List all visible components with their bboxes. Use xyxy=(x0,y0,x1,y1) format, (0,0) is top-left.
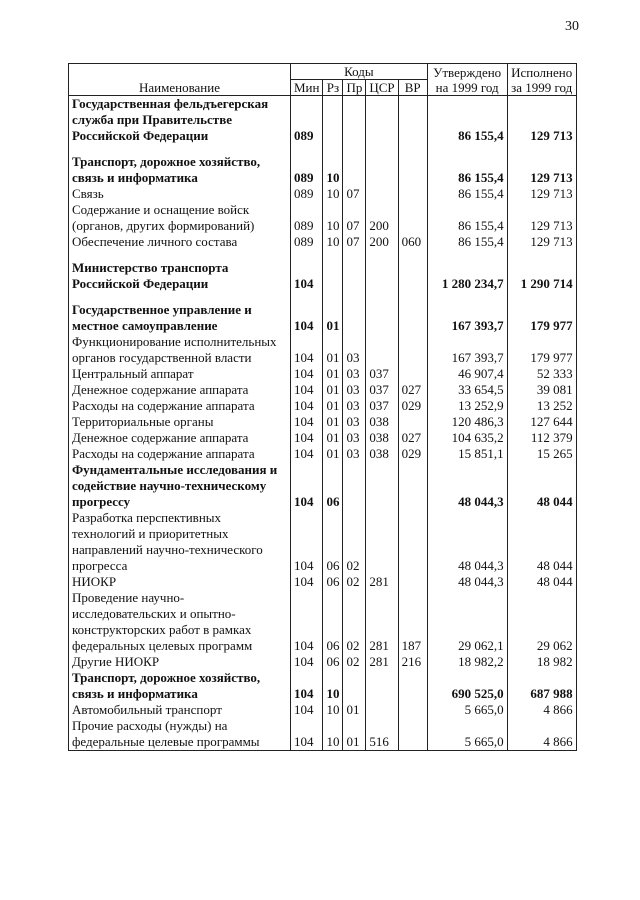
cell-rz: 06 xyxy=(323,510,343,574)
table-row xyxy=(69,234,577,250)
cell-rz: 01 xyxy=(323,430,343,446)
cell-pr: 03 xyxy=(343,414,366,430)
table-row xyxy=(69,654,577,670)
cell-rz: 01 xyxy=(323,334,343,366)
cell-name: Проведение научно-исследовательских и опытно-конструкторских работ в рамках федеральных целевых программ xyxy=(69,590,291,654)
cell-min: 104 xyxy=(291,366,323,382)
cell-min: 104 xyxy=(291,702,323,718)
cell-vr: 060 xyxy=(398,234,427,250)
cell-executed: 48 044 xyxy=(507,462,576,510)
cell-rz: 06 xyxy=(323,462,343,510)
cell-name: Государственное управление и местное самоуправление xyxy=(69,302,291,334)
cell-name: НИОКР xyxy=(69,574,291,590)
cell-min: 104 xyxy=(291,590,323,654)
cell-pr xyxy=(343,96,366,145)
cell-name: Министерство транспорта Российской Федерации xyxy=(69,260,291,292)
cell-vr: 027 xyxy=(398,430,427,446)
spacer-row xyxy=(69,250,577,260)
cell-min: 104 xyxy=(291,654,323,670)
cell-csr: 200 xyxy=(366,234,398,250)
cell-approved: 13 252,9 xyxy=(427,398,507,414)
cell-min: 089 xyxy=(291,234,323,250)
cell-csr: 038 xyxy=(366,430,398,446)
cell-name: Транспорт, дорожное хозяйство, связь и информатика xyxy=(69,154,291,186)
cell-name: Транспорт, дорожное хозяйство, связь и информатика xyxy=(69,670,291,702)
page-number: 30 xyxy=(565,19,579,34)
cell-name: Разработка перспективных технологий и приоритетных направлений научно-технического прогресса xyxy=(69,510,291,574)
table-row xyxy=(69,510,577,574)
cell-pr: 02 xyxy=(343,574,366,590)
cell-csr: 037 xyxy=(366,366,398,382)
cell-vr: 029 xyxy=(398,446,427,462)
cell-csr: 281 xyxy=(366,654,398,670)
cell-pr: 03 xyxy=(343,446,366,462)
cell-rz xyxy=(323,260,343,292)
cell-pr xyxy=(343,154,366,186)
cell-pr: 01 xyxy=(343,718,366,751)
cell-min: 104 xyxy=(291,414,323,430)
cell-name: Прочие расходы (нужды) на федеральные целевые программы xyxy=(69,718,291,751)
cell-executed: 48 044 xyxy=(507,574,576,590)
cell-approved: 86 155,4 xyxy=(427,186,507,202)
cell-csr: 281 xyxy=(366,574,398,590)
table-row xyxy=(69,462,577,510)
cell-name: Денежное содержание аппарата xyxy=(69,382,291,398)
table-body xyxy=(69,96,577,751)
cell-approved: 690 525,0 xyxy=(427,670,507,702)
cell-csr xyxy=(366,260,398,292)
cell-vr xyxy=(398,260,427,292)
cell-rz: 10 xyxy=(323,702,343,718)
cell-pr: 03 xyxy=(343,366,366,382)
cell-min: 089 xyxy=(291,186,323,202)
budget-table xyxy=(68,63,577,751)
table-row xyxy=(69,366,577,382)
cell-executed: 4 866 xyxy=(507,718,576,751)
cell-min: 104 xyxy=(291,398,323,414)
cell-approved: 5 665,0 xyxy=(427,718,507,751)
cell-vr xyxy=(398,574,427,590)
cell-name: Территориальные органы xyxy=(69,414,291,430)
cell-vr xyxy=(398,186,427,202)
cell-min: 104 xyxy=(291,574,323,590)
cell-name: Содержание и оснащение войск (органов, других формирований) xyxy=(69,202,291,234)
cell-executed: 18 982 xyxy=(507,654,576,670)
cell-csr: 037 xyxy=(366,398,398,414)
cell-min: 089 xyxy=(291,96,323,145)
cell-approved: 86 155,4 xyxy=(427,234,507,250)
cell-vr xyxy=(398,718,427,751)
cell-csr: 038 xyxy=(366,446,398,462)
cell-csr: 200 xyxy=(366,202,398,234)
cell-approved: 15 851,1 xyxy=(427,446,507,462)
cell-executed: 52 333 xyxy=(507,366,576,382)
cell-rz: 10 xyxy=(323,234,343,250)
cell-vr xyxy=(398,414,427,430)
cell-executed: 129 713 xyxy=(507,202,576,234)
cell-vr xyxy=(398,462,427,510)
cell-vr: 027 xyxy=(398,382,427,398)
cell-approved: 48 044,3 xyxy=(427,574,507,590)
cell-name: Функционирование исполнительных органов государственной власти xyxy=(69,334,291,366)
table-row xyxy=(69,154,577,186)
cell-executed: 48 044 xyxy=(507,510,576,574)
cell-approved: 48 044,3 xyxy=(427,510,507,574)
cell-rz: 10 xyxy=(323,186,343,202)
cell-executed: 129 713 xyxy=(507,186,576,202)
cell-min: 104 xyxy=(291,334,323,366)
cell-pr: 03 xyxy=(343,430,366,446)
header-name: Наименование xyxy=(69,64,291,96)
header-codes: Коды xyxy=(291,64,428,80)
cell-csr: 281 xyxy=(366,590,398,654)
table-row xyxy=(69,574,577,590)
cell-pr: 03 xyxy=(343,398,366,414)
cell-name: Обеспечение личного состава xyxy=(69,234,291,250)
cell-approved: 104 635,2 xyxy=(427,430,507,446)
cell-executed: 129 713 xyxy=(507,96,576,145)
cell-approved: 167 393,7 xyxy=(427,302,507,334)
cell-approved: 46 907,4 xyxy=(427,366,507,382)
cell-csr xyxy=(366,334,398,366)
table-row xyxy=(69,446,577,462)
cell-executed: 687 988 xyxy=(507,670,576,702)
cell-csr xyxy=(366,462,398,510)
cell-min: 104 xyxy=(291,260,323,292)
cell-approved: 86 155,4 xyxy=(427,96,507,145)
cell-approved: 18 982,2 xyxy=(427,654,507,670)
cell-approved: 29 062,1 xyxy=(427,590,507,654)
cell-rz: 10 xyxy=(323,154,343,186)
cell-pr: 01 xyxy=(343,702,366,718)
cell-executed: 1 290 714 xyxy=(507,260,576,292)
cell-name: Государственная фельдъегерская служба при Правительстве Российской Федерации xyxy=(69,96,291,145)
cell-name: Фундаментальные исследования и содействие научно-техническому прогрессу xyxy=(69,462,291,510)
table-row xyxy=(69,260,577,292)
table-row xyxy=(69,334,577,366)
cell-executed: 112 379 xyxy=(507,430,576,446)
cell-pr xyxy=(343,302,366,334)
spacer-row xyxy=(69,292,577,302)
cell-approved: 5 665,0 xyxy=(427,702,507,718)
cell-rz: 10 xyxy=(323,670,343,702)
header-csr: ЦСР xyxy=(366,80,398,96)
cell-approved: 86 155,4 xyxy=(427,202,507,234)
cell-approved: 33 654,5 xyxy=(427,382,507,398)
header-approved: Утверждено на 1999 год xyxy=(427,64,507,96)
cell-rz: 01 xyxy=(323,398,343,414)
table-row xyxy=(69,202,577,234)
cell-min: 104 xyxy=(291,302,323,334)
cell-min: 104 xyxy=(291,670,323,702)
cell-pr: 03 xyxy=(343,334,366,366)
cell-rz: 10 xyxy=(323,202,343,234)
cell-rz: 01 xyxy=(323,382,343,398)
cell-pr: 02 xyxy=(343,510,366,574)
cell-rz: 01 xyxy=(323,414,343,430)
cell-csr xyxy=(366,154,398,186)
cell-vr xyxy=(398,702,427,718)
cell-name: Центральный аппарат xyxy=(69,366,291,382)
header-min: Мин xyxy=(291,80,323,96)
cell-vr xyxy=(398,334,427,366)
cell-csr: 038 xyxy=(366,414,398,430)
cell-vr xyxy=(398,510,427,574)
cell-rz: 01 xyxy=(323,366,343,382)
cell-csr xyxy=(366,186,398,202)
cell-rz: 06 xyxy=(323,654,343,670)
cell-vr xyxy=(398,302,427,334)
cell-approved: 120 486,3 xyxy=(427,414,507,430)
cell-pr: 07 xyxy=(343,186,366,202)
cell-approved: 167 393,7 xyxy=(427,334,507,366)
cell-vr xyxy=(398,154,427,186)
cell-vr: 187 xyxy=(398,590,427,654)
header-executed: Исполнено за 1999 год xyxy=(507,64,576,96)
table-row xyxy=(69,670,577,702)
cell-vr xyxy=(398,96,427,145)
cell-rz xyxy=(323,96,343,145)
cell-executed: 179 977 xyxy=(507,334,576,366)
cell-min: 089 xyxy=(291,202,323,234)
cell-min: 104 xyxy=(291,462,323,510)
cell-rz: 10 xyxy=(323,718,343,751)
cell-csr xyxy=(366,96,398,145)
cell-executed: 129 713 xyxy=(507,234,576,250)
cell-vr xyxy=(398,202,427,234)
header-vr: ВР xyxy=(398,80,427,96)
cell-vr: 029 xyxy=(398,398,427,414)
spacer-row xyxy=(69,144,577,154)
cell-min: 104 xyxy=(291,446,323,462)
cell-pr: 03 xyxy=(343,382,366,398)
table-row xyxy=(69,430,577,446)
cell-executed: 179 977 xyxy=(507,302,576,334)
cell-name: Автомобильный транспорт xyxy=(69,702,291,718)
cell-approved: 48 044,3 xyxy=(427,462,507,510)
cell-pr xyxy=(343,670,366,702)
cell-min: 104 xyxy=(291,382,323,398)
cell-rz: 06 xyxy=(323,590,343,654)
cell-name: Расходы на содержание аппарата xyxy=(69,398,291,414)
cell-rz: 01 xyxy=(323,446,343,462)
cell-executed: 129 713 xyxy=(507,154,576,186)
cell-pr: 07 xyxy=(343,234,366,250)
cell-vr: 216 xyxy=(398,654,427,670)
cell-csr xyxy=(366,670,398,702)
table-row xyxy=(69,590,577,654)
cell-approved: 1 280 234,7 xyxy=(427,260,507,292)
cell-pr: 02 xyxy=(343,590,366,654)
header-pr: Пр xyxy=(343,80,366,96)
cell-name: Другие НИОКР xyxy=(69,654,291,670)
cell-pr: 02 xyxy=(343,654,366,670)
cell-min: 104 xyxy=(291,510,323,574)
table-row xyxy=(69,718,577,751)
cell-approved: 86 155,4 xyxy=(427,154,507,186)
table-row xyxy=(69,702,577,718)
cell-vr xyxy=(398,670,427,702)
cell-vr xyxy=(398,366,427,382)
cell-csr xyxy=(366,302,398,334)
table-row xyxy=(69,382,577,398)
cell-pr xyxy=(343,462,366,510)
table-row xyxy=(69,398,577,414)
cell-name: Денежное содержание аппарата xyxy=(69,430,291,446)
header-rz: Рз xyxy=(323,80,343,96)
cell-csr xyxy=(366,510,398,574)
cell-rz: 06 xyxy=(323,574,343,590)
cell-name: Связь xyxy=(69,186,291,202)
table-row xyxy=(69,96,577,145)
cell-pr xyxy=(343,260,366,292)
cell-csr xyxy=(366,702,398,718)
table-row xyxy=(69,302,577,334)
cell-executed: 127 644 xyxy=(507,414,576,430)
cell-min: 089 xyxy=(291,154,323,186)
cell-name: Расходы на содержание аппарата xyxy=(69,446,291,462)
cell-min: 104 xyxy=(291,718,323,751)
cell-executed: 29 062 xyxy=(507,590,576,654)
cell-min: 104 xyxy=(291,430,323,446)
cell-executed: 4 866 xyxy=(507,702,576,718)
cell-rz: 01 xyxy=(323,302,343,334)
cell-executed: 13 252 xyxy=(507,398,576,414)
cell-executed: 15 265 xyxy=(507,446,576,462)
table-row xyxy=(69,186,577,202)
cell-executed: 39 081 xyxy=(507,382,576,398)
cell-csr: 037 xyxy=(366,382,398,398)
table-row xyxy=(69,414,577,430)
cell-csr: 516 xyxy=(366,718,398,751)
cell-pr: 07 xyxy=(343,202,366,234)
